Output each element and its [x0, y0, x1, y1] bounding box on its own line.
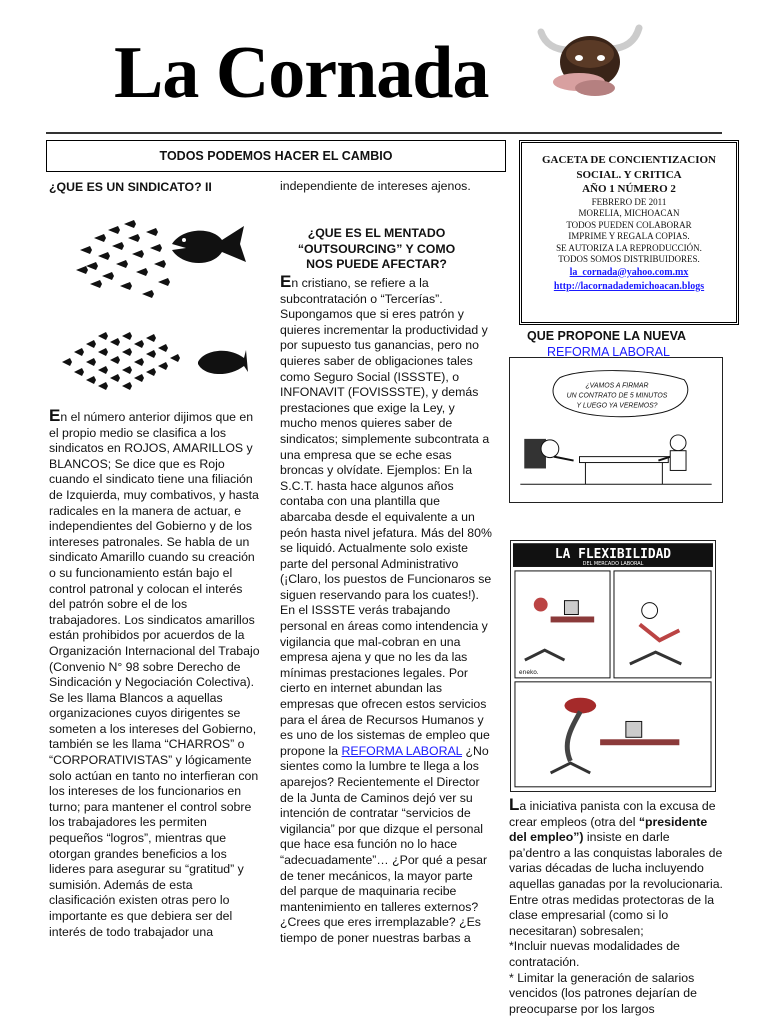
col3-body-b: insiste en darle pa’dentro a las conquistas laborales de varias décadas de lucha incluyendo aquellas ganadas por la revolucionaria. Entre otras medidas protectoras de la clase empresarial (como si lo necesitaran) sobresalen; [509, 830, 723, 938]
col2-dropcap: E [280, 272, 292, 291]
gazette-blog-link[interactable]: http://lacornadademichoacan.blogs [553, 281, 705, 292]
outsourcing-article-body [280, 274, 492, 947]
masthead-rule [46, 132, 722, 134]
gazette-date: FEBRERO DE 2011 [591, 196, 667, 207]
gazette-place: MORELIA, MICHOACAN [578, 208, 680, 218]
gazette-dist: TODOS SOMOS DISTRIBUIDORES. [558, 254, 700, 264]
cartoon2-signature: eneko. [518, 668, 539, 676]
office-cartoon [509, 357, 723, 503]
col3-body-a: a iniciativa panista con la excusa de crear empleos (otra del [509, 799, 716, 829]
gazette-line1: GACETA DE CONCIENTIZACION [542, 154, 716, 166]
gazette-print: IMPRIME Y REGALA COPIAS. [568, 231, 690, 241]
gazette-email-link[interactable]: la_cornada@yahoo.com.mx [569, 266, 689, 278]
gazette-line2: SOCIAL. Y CRITICA [576, 168, 682, 181]
bull-logo-image [535, 14, 645, 104]
propone-reforma-link[interactable]: REFORMA LABORAL [547, 344, 670, 359]
gazette-issue: AÑO 1 NÚMERO 2 [582, 183, 676, 195]
col1-body-text: n el número anterior dijimos que en el propio medio se clasifica a los sindicatos en ROJOS, AMARILLOS y BLANCOS; Se dice que es Rojo cuando el sindicato tiene una filiación de Izquierda, muy combativos, y hasta radicales en la manera de actuar, e independientes del Gobierno y de los intereses patronales. Se habla de un sindicato Amarillo cuando su creación o su funcionamiento están bajo el control patronal y colocan el interés del patrón sobre el de los trabajadores. Los sindicatos amarillos están prohibidos por acuerdos de la Organización Internacional del Trabajo (Convenio N° 98 sobre Derecho de Sindicación y Negociación Colectiva). Se les llama Blancos a aquellas organizaciones cuyos dirigentes se someten a los intereses del Gobierno, también se les llama “CHARROS” o “CORPORATIVISTAS” y lógicamente solo actúan en tanto no interfieran con los intereses de los funcionarios en turno; para mantener el control sobre los trabajadores les permiten pequeños “logros”, mientras que otorgan grandes beneficios a los lideres para asegurar su “gratitud” y sumisión. Además de esta clasificación existen otras pero lo importante es que debiera ser del interés de todo trabajador una [49, 410, 260, 939]
gazette-collab: TODOS PUEDEN COLABORAR [566, 219, 692, 230]
col2-intro: independiente de intereses ajenos. [280, 179, 471, 193]
cartoon2-subtitle: DEL MERCADO LABORAL [582, 560, 644, 567]
sindicato-heading: ¿QUE ES UN SINDICATO? II [49, 180, 212, 194]
gazette-auth: SE AUTORIZA LA REPRODUCCIÓN. [556, 242, 702, 253]
banner-headline: TODOS PODEMOS HACER EL CAMBIO [46, 140, 506, 172]
col2-body-a: n cristiano, se refiere a la subcontratación o “Tercerías”. Supongamos que si eres patrón y quieres incrementar la productividad y por supuesto tus ganancias, pero no quieres saber de obligaciones tales como Seguro Social (ISSSTE), o INFONAVIT (FOVISSSTE), y demás prestaciones que exige la Ley, y mucho menos quieres saber de sindicatos; simplemente subcontrata a una empresa que se eche esas broncas y olvídate. Ejemplos: En la S.C.T. hasta hace algunos años contaba con una plantilla que abarcaba desde el equivalente a un peón hasta nivel jefatura. Más del 80% se liquidó. Actualmente solo existe parte del personal Administrativo (¡Claro, los puestos de Funcionaros se siguen reservando para los cuates!). En el ISSSTE verás trabajando personal en áreas como intendencia y vigilancia que mal-cobran en una empresa ajena y que no les da las mínimas prestaciones legales. Por cierto en internet abundan las empresas que ofrecen estos servicios para el área de Recursos Humanos y es uno de los sistemas de empleo que propone la [280, 276, 492, 758]
outsourcing-heading: ¿QUE ES EL MENTADO “OUTSOURCING” Y COMO NOS PUEDE AFECTAR? [297, 226, 456, 271]
gazette-info-box [519, 140, 739, 325]
reforma-article-body [509, 797, 723, 1017]
cartoon1-caption-line1: ¿VAMOS A FIRMAR [585, 382, 649, 390]
col3-item1: *Incluir nuevas modalidades de contratación. [509, 939, 680, 969]
reforma-laboral-link[interactable]: REFORMA LABORAL [341, 743, 463, 758]
propone-heading-text: QUE PROPONE LA NUEVA [527, 329, 687, 343]
sindicato-article-body [49, 408, 261, 940]
col2-body-b: ¿No sientes como la lumbre te llega a los aparejos? Recientemente el Director de la Junta de Caminos dejó ver su intención de contratar “servicios de vigilancia” por que dizque el personal que hace esa función no lo hace “adecuadamente”… ¿Por qué a pesar de tener mecánicos, la mayor parte del parque de maquinaria recibe mantenimiento en talleres externos? ¿Crees que eres irremplazable? ¿Es tiempo de poner nuestras barbas a [280, 743, 489, 945]
col3-item2: * Limitar la generación de salarios vencidos (los patrones dejarían de preocuparse por los largos [509, 970, 697, 1016]
fish-illustration-1 [72, 210, 252, 310]
fish-illustration-2 [58, 322, 250, 400]
flexibilidad-cartoon [510, 540, 716, 792]
propone-heading [527, 329, 727, 360]
cartoon1-caption-line3: Y LUEGO YA VEREMOS? [576, 402, 658, 410]
col3-bold-phrase: “presidente del empleo”) [509, 814, 708, 845]
col1-dropcap: E [49, 406, 61, 425]
masthead-title: La Cornada [114, 32, 489, 114]
cartoon2-title: LA FLEXIBILIDAD [554, 547, 672, 563]
cartoon1-caption-line2: UN CONTRATO DE 5 MINUTOS [566, 392, 668, 400]
col3-dropcap: L [509, 795, 520, 814]
